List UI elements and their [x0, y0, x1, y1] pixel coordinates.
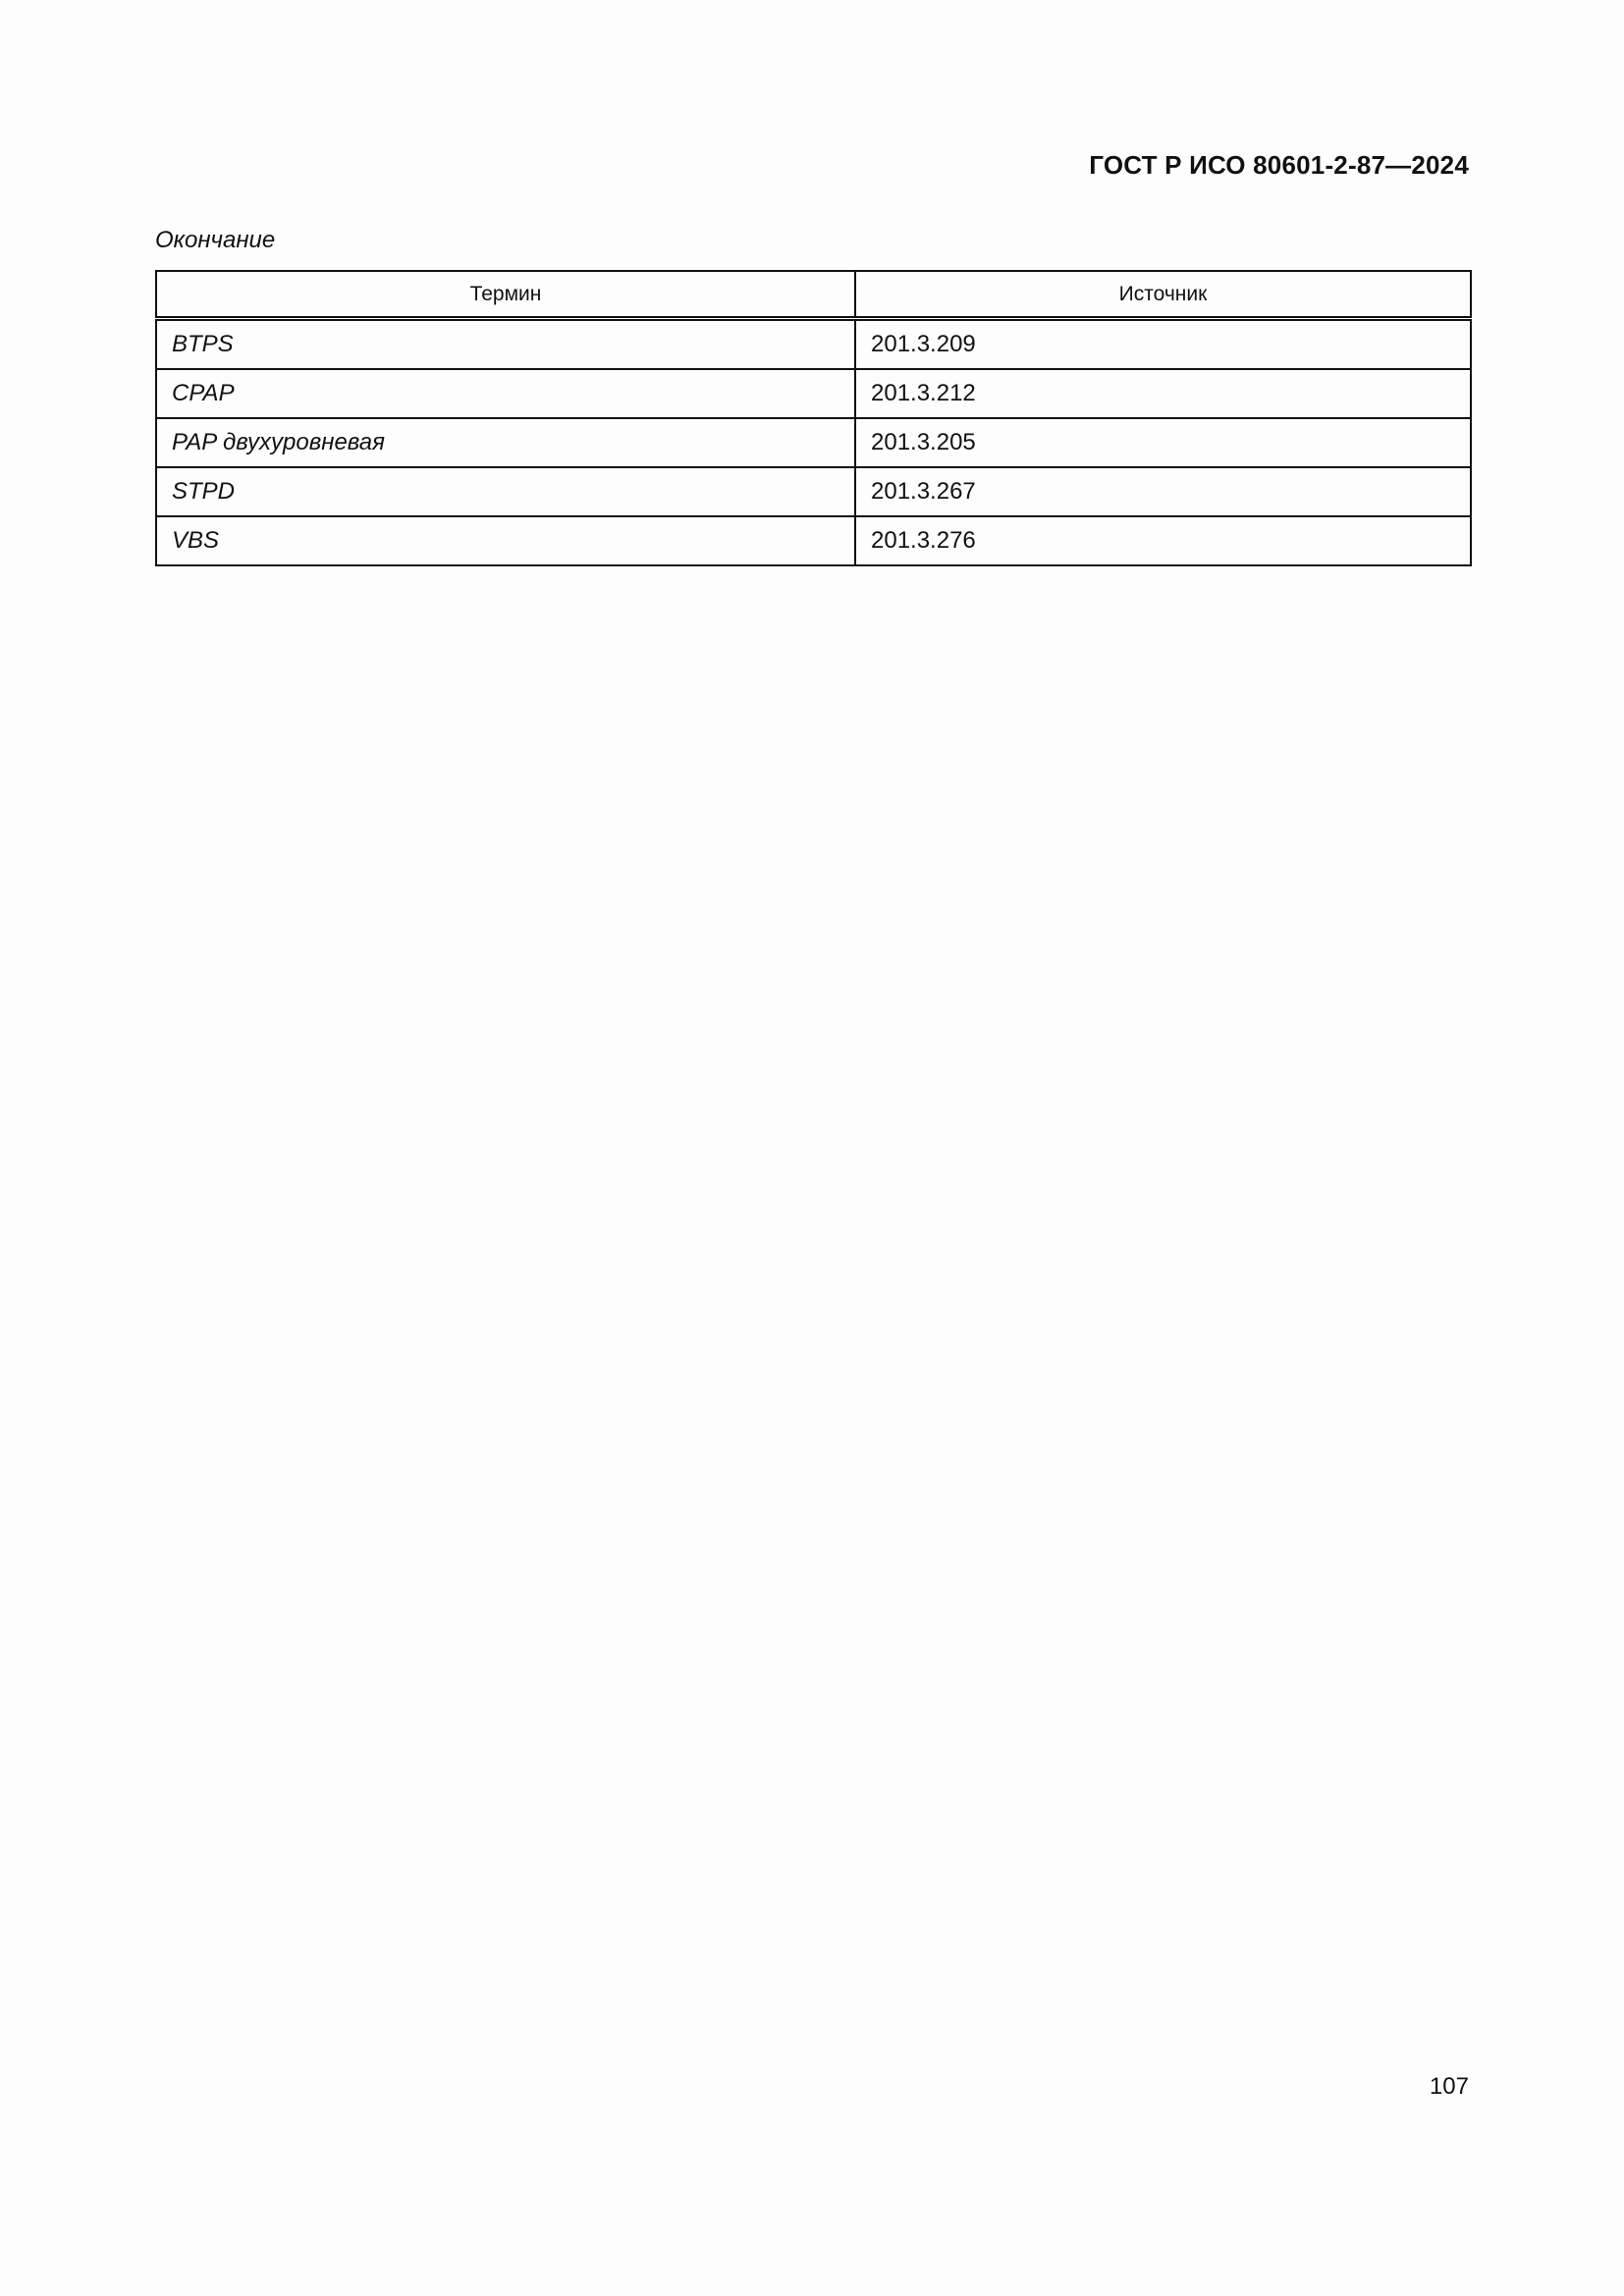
column-header-term: Термин: [156, 271, 855, 319]
table-row: [156, 516, 1471, 565]
term-cell: PAP двухуровневая: [156, 418, 855, 467]
page-number: 107: [1429, 2073, 1469, 2100]
source-cell: 201.3.205: [855, 418, 1471, 467]
term-cell: BTPS: [156, 319, 855, 370]
term-cell: CPAP: [156, 369, 855, 418]
table-row: [156, 369, 1471, 418]
table-continuation-label: Окончание: [155, 227, 276, 253]
source-cell: 201.3.209: [855, 319, 1471, 370]
source-cell: 201.3.212: [855, 369, 1471, 418]
source-cell: 201.3.267: [855, 467, 1471, 516]
table-row: [156, 319, 1471, 370]
terms-table: [155, 270, 1472, 566]
source-cell: 201.3.276: [855, 516, 1471, 565]
column-header-source: Источник: [855, 271, 1471, 319]
document-designation: ГОСТ Р ИСО 80601-2-87—2024: [1089, 150, 1469, 180]
term-cell: STPD: [156, 467, 855, 516]
table-header-row: [156, 271, 1471, 319]
table-row: [156, 467, 1471, 516]
term-cell: VBS: [156, 516, 855, 565]
table-row: [156, 418, 1471, 467]
